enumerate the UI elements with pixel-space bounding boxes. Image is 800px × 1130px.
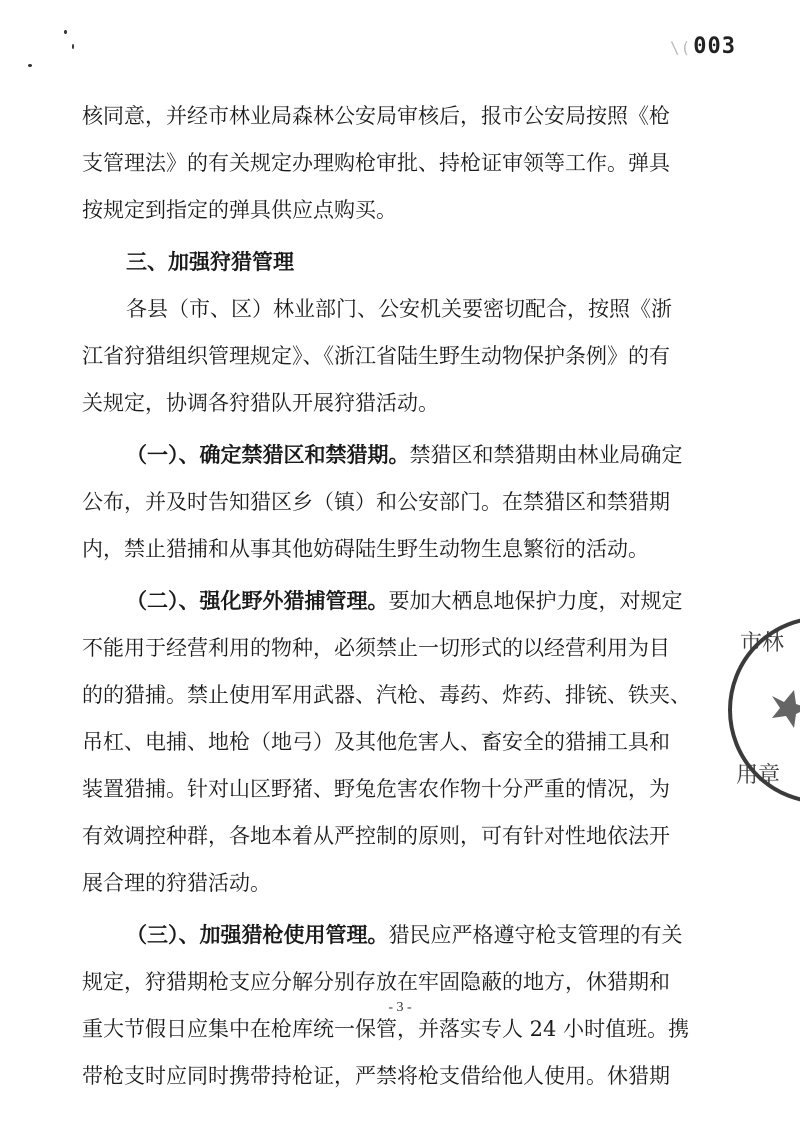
paragraph-first-line [82, 912, 714, 959]
line-text: 不能用于经营利用的物种，必须禁止一切形式的以经营利用为目 [82, 636, 670, 660]
body-line [82, 1053, 714, 1100]
page-number: - 3 - [388, 1000, 412, 1015]
line-text: 各县（市、区）林业部门、公安机关要密切配合，按照《浙 [126, 297, 672, 321]
line-text: 禁猎区和禁猎期由林业局确定 [409, 443, 683, 467]
line-text: 关规定，协调各狩猎队开展狩猎活动。 [82, 391, 439, 415]
body-line [82, 719, 714, 766]
scan-speck [72, 44, 74, 49]
line-text: 展合理的狩猎活动。 [82, 871, 271, 895]
page-serial-prefix: \( [669, 38, 692, 57]
official-seal [722, 610, 800, 810]
line-text: 带枪支时应同时携带持枪证，严禁将枪支借给他人使用。休猎期 [82, 1064, 670, 1088]
paragraph-lead: （三）、加强猎枪使用管理。 [126, 923, 389, 947]
line-text: 重大节假日应集中在枪库统一保管，并落实专人 24 小时值班。携 [82, 1017, 690, 1041]
line-text: 核同意，并经市林业局森林公安局审核后，报市公安局按照《枪 [82, 104, 670, 128]
paragraph-lead: （二）、强化野外猎捕管理。 [126, 589, 389, 613]
page-serial-mark [670, 34, 736, 59]
line-text: 规定，狩猎期枪支应分解分别存放在牢固隐蔽的地方，休猎期和 [82, 970, 670, 994]
paragraph-first-line [82, 578, 714, 625]
body-line [82, 526, 714, 573]
line-text: 支管理法》的有关规定办理购枪审批、持枪证审领等工作。弹具 [82, 151, 670, 175]
page-serial-number: 003 [693, 34, 736, 59]
line-text: 公布，并及时告知猎区乡（镇）和公安部门。在禁猎区和禁猎期 [82, 490, 670, 514]
line-text: 有效调控种群，各地本着从严控制的原则，可有针对性地依法开 [82, 824, 670, 848]
body-line [82, 93, 714, 140]
scan-speck [64, 30, 67, 34]
section-heading-text: 三、加强狩猎管理 [126, 250, 294, 274]
body-line [82, 672, 714, 719]
line-text: 按规定到指定的弹具供应点购买。 [82, 198, 397, 222]
body-line [82, 187, 714, 234]
seal-bottom-text: 用章 [736, 763, 781, 788]
body-line [82, 140, 714, 187]
body-line [82, 333, 714, 380]
line-text: 江省狩猎组织管理规定》、《浙江省陆生野生动物保护条例》的有 [82, 344, 670, 368]
line-text: 装置猎捕。针对山区野猪、野兔危害农作物十分严重的情况，为 [82, 777, 670, 801]
body-line [82, 625, 714, 672]
body-line [82, 766, 714, 813]
seal-top-text: 市林 [740, 631, 785, 656]
body-line [82, 380, 714, 427]
body-line [82, 813, 714, 860]
body-line [82, 959, 714, 1006]
line-text: 要加大栖息地保护力度，对规定 [388, 589, 683, 613]
section-heading [82, 239, 714, 286]
line-text: 吊杠、电捕、地枪（地弓）及其他危害人、畜安全的猎捕工具和 [82, 730, 670, 754]
body-line [82, 286, 714, 333]
line-text: 猎民应严格遵守枪支管理的有关 [388, 923, 683, 947]
paragraph-first-line [82, 432, 714, 479]
line-text: 的的猎捕。禁止使用军用武器、汽枪、毒药、炸药、排铳、铁夹、 [82, 683, 691, 707]
document-body [82, 93, 714, 1100]
line-text: 内，禁止猎捕和从事其他妨碍陆生野生动物生息繁衍的活动。 [82, 537, 649, 561]
star-icon [772, 690, 800, 728]
body-line [82, 860, 714, 907]
body-line [82, 479, 714, 526]
scan-speck [28, 64, 32, 67]
paragraph-lead: （一）、确定禁猎区和禁猎期。 [126, 443, 410, 467]
